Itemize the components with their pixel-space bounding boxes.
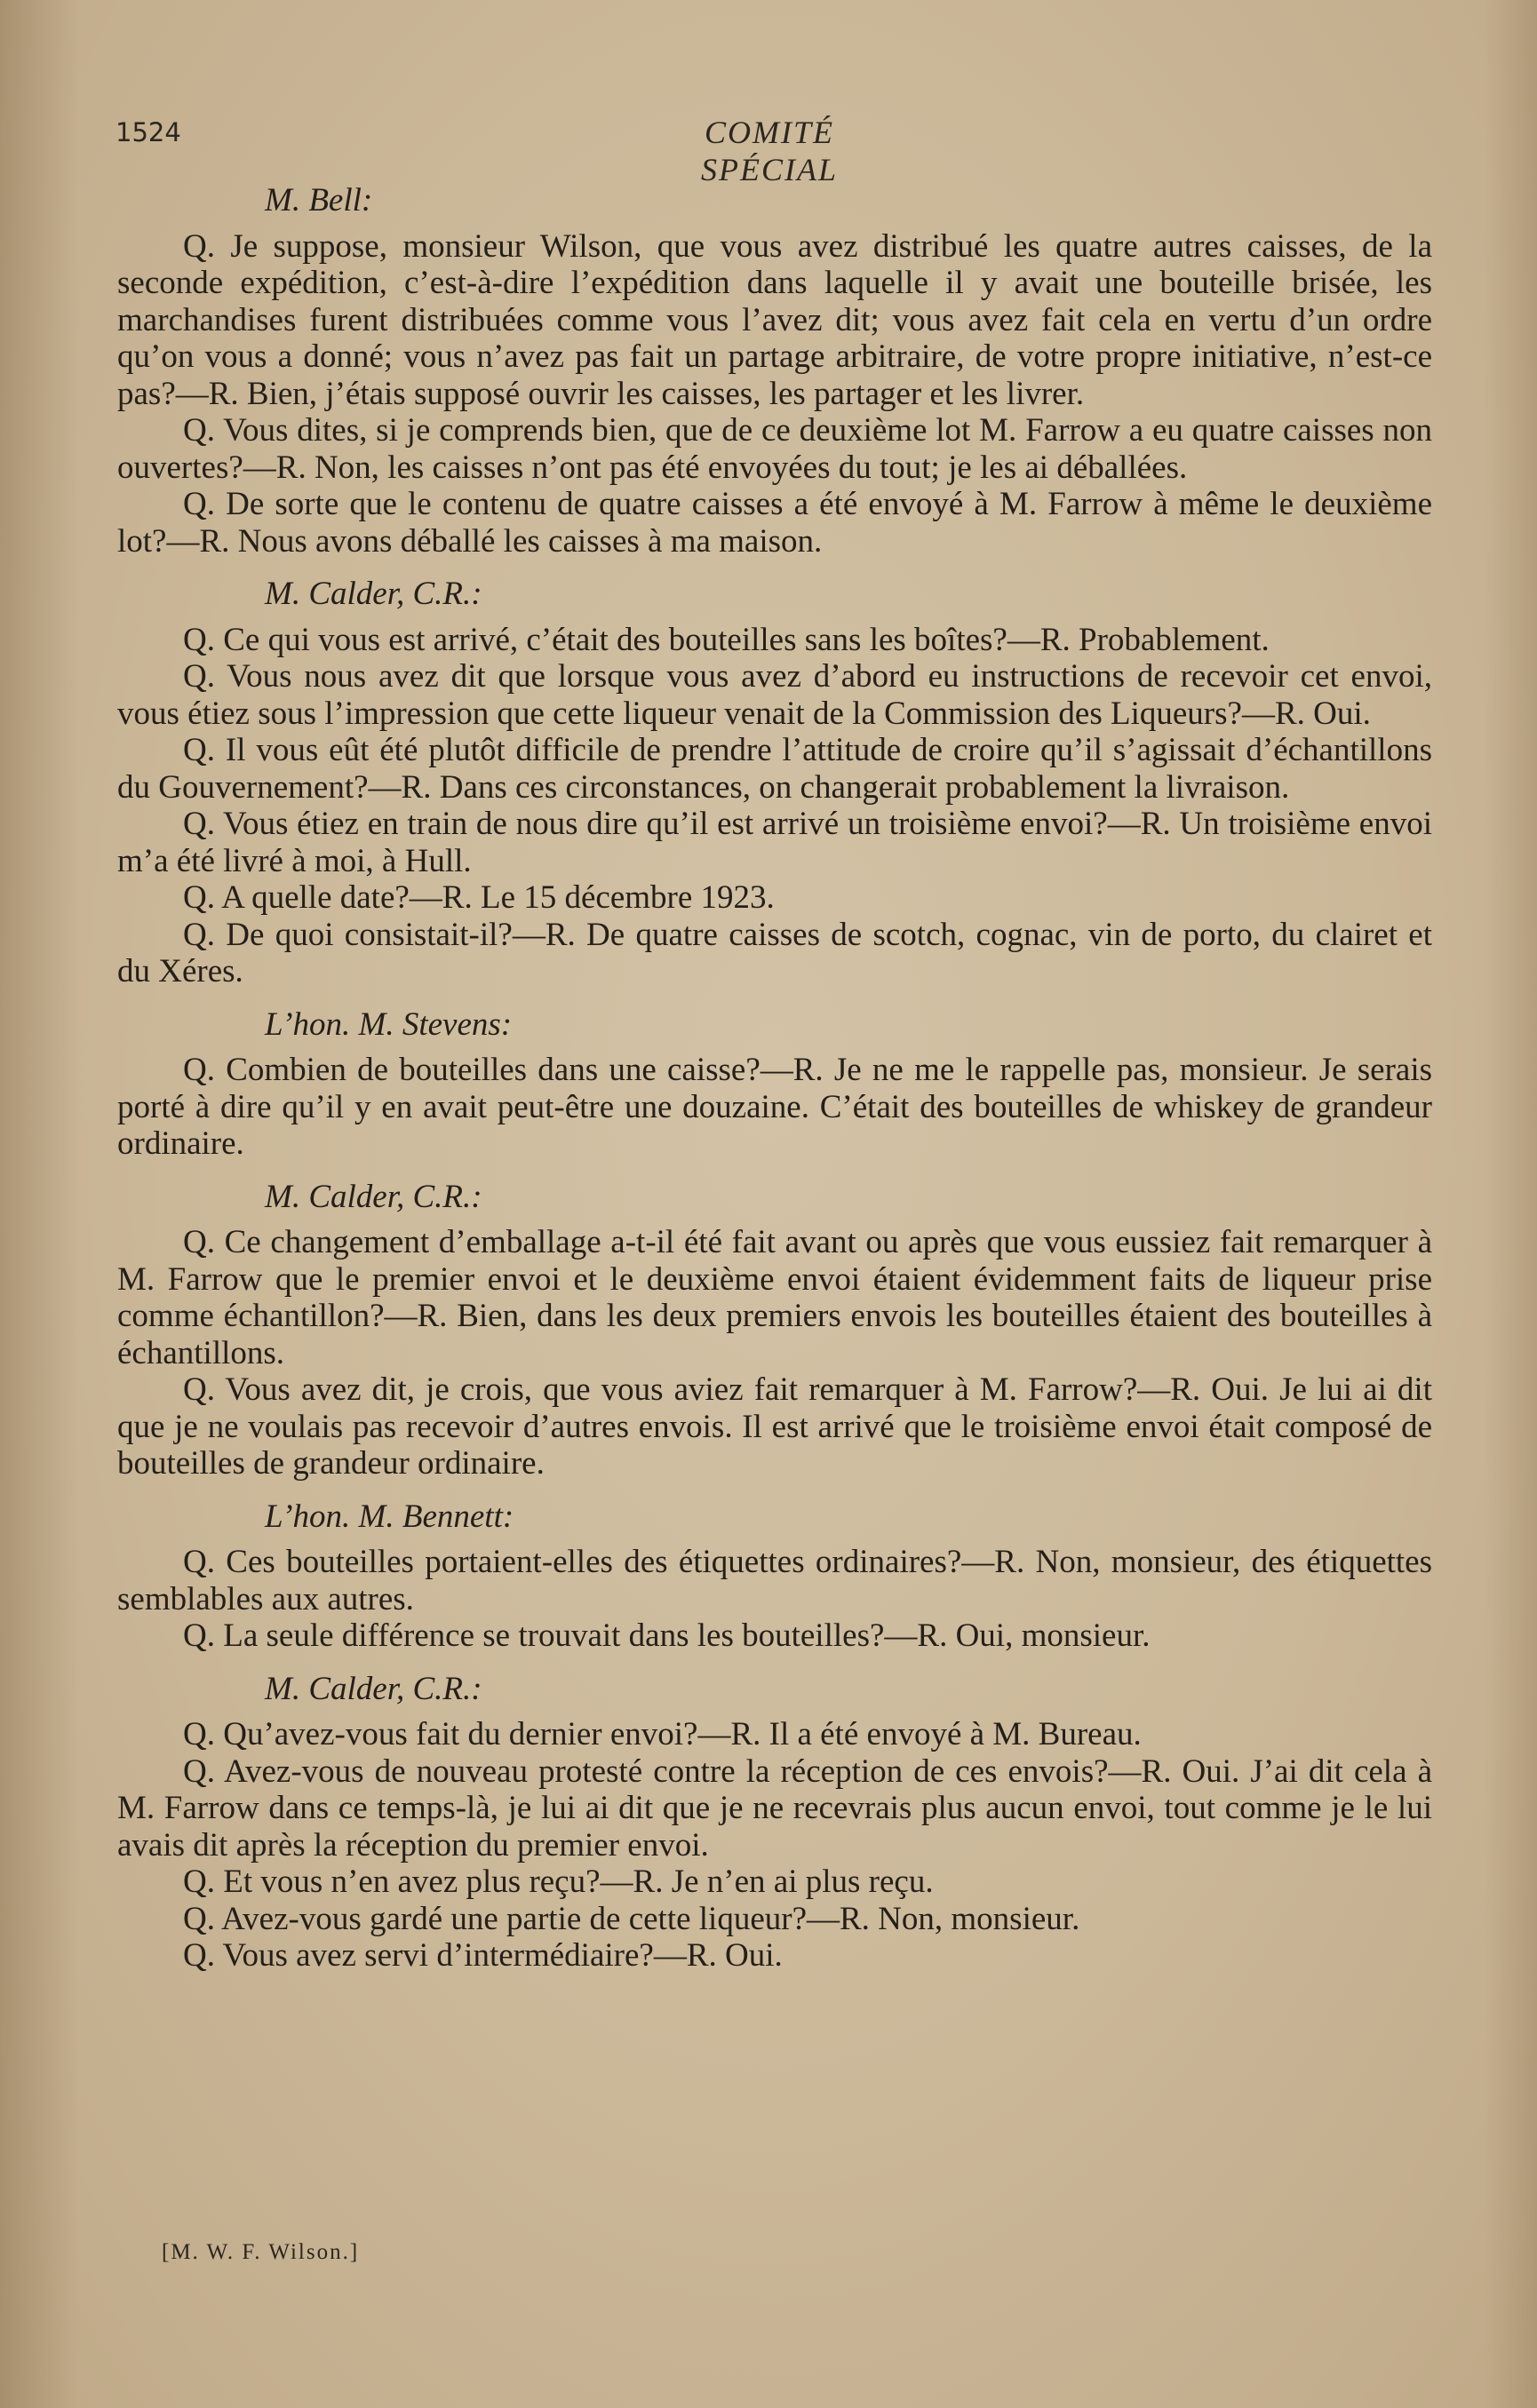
page-edge-shadow-left xyxy=(0,0,80,2408)
testimony-paragraph: Q. Combien de bouteilles dans une caisse?—R. Je ne me le rappelle pas, monsieur. Je serais porté à dire qu’il y en avait peut-être une douzaine. C’était des bouteilles de whiskey de grandeur ordinaire. xyxy=(117,1052,1432,1162)
section-stevens xyxy=(117,1006,1432,1163)
testimony-paragraph: Q. Ce qui vous est arrivé, c’était des bouteilles sans les boîtes?—R. Probablement. xyxy=(183,621,1270,658)
testimony-paragraph: Q. Qu’avez-vous fait du dernier envoi?—R. Il a été envoyé à M. Bureau. xyxy=(183,1716,1142,1752)
testimony-paragraph: Q. Vous avez dit, je crois, que vous aviez fait remarquer à M. Farrow?—R. Oui. Je lui ai dit que je ne voulais pas recevoir d’autres envois. Il est arrivé que le troisième envoi était composé de bouteilles de grandeur ordinaire. xyxy=(117,1371,1432,1482)
running-title: COMITÉ SPÉCIAL xyxy=(701,115,838,187)
section-bell xyxy=(117,182,1432,560)
page-edge-shadow-right xyxy=(1484,0,1537,2408)
section-calder-3 xyxy=(117,1671,1432,1975)
testimony-paragraph: Q. De quoi consistait-il?—R. De quatre caisses de scotch, cognac, vin de porto, du clairet et du Xéres. xyxy=(117,916,1432,989)
section-bennett xyxy=(117,1498,1432,1655)
page-header xyxy=(115,114,1430,187)
testimony-paragraph: Q. Je suppose, monsieur Wilson, que vous avez distribué les quatre autres caisses, de la seconde expédition, c’est-à-dire l’expédition dans laquelle il y avait une bouteille brisée, les marchandises furent distribuées comme vous l’avez dit; vous avez fait cela en vertu d’un ordre qu’on vous a donné; vous n’avez pas fait un partage arbitraire, de votre propre initiative, n’est-ce pas?—R. Bien, j’étais supposé ouvrir les caisses, les partager et les livrer. xyxy=(117,227,1432,412)
testimony-paragraph: Q. Avez-vous de nouveau protesté contre la réception de ces envois?—R. Oui. J’ai dit cela à M. Farrow dans ce temps-là, je lui ai dit que je ne recevrais plus aucun envoi, tout comme je le lui avais dit après la réception du premier envoi. xyxy=(117,1752,1432,1864)
testimony-paragraph: Q. La seule différence se trouvait dans les bouteilles?—R. Oui, monsieur. xyxy=(183,1617,1151,1654)
testimony-paragraph: Q. De sorte que le contenu de quatre caisses a été envoyé à M. Farrow à même le deuxième lot?—R. Nous avons déballé les caisses à ma maison. xyxy=(117,486,1432,560)
testimony-paragraph: Q. Vous étiez en train de nous dire qu’il est arrivé un troisième envoi?—R. Un troisième envoi m’a été livré à moi, à Hull. xyxy=(117,806,1432,879)
testimony-paragraph: Q. Il vous eût été plutôt difficile de prendre l’attitude de croire qu’il s’agissait d’échantillons du Gouvernement?—R. Dans ces circonstances, on changerait probablement la livraison. xyxy=(117,732,1432,806)
section-calder-2 xyxy=(117,1179,1432,1482)
speaker-label: M. Calder, C.R.: xyxy=(265,1178,482,1215)
section-calder-1 xyxy=(117,576,1432,990)
testimony-paragraph: Q. Vous avez servi d’intermédiaire?—R. Oui. xyxy=(183,1937,783,1974)
testimony-paragraph: Q. Avez-vous gardé une partie de cette liqueur?—R. Non, monsieur. xyxy=(183,1900,1080,1937)
speaker-label: M. Calder, C.R.: xyxy=(265,1670,482,1707)
testimony-paragraph: Q. Et vous n’en avez plus reçu?—R. Je n’en ai plus reçu. xyxy=(183,1864,934,1900)
testimony-paragraph: Q. Ces bouteilles portaient-elles des étiquettes ordinaires?—R. Non, monsieur, des étiquettes semblables aux autres. xyxy=(117,1544,1432,1617)
testimony-paragraph: Q. Ce changement d’emballage a-t-il été fait avant ou après que vous eussiez fait remarquer à M. Farrow que le premier envoi et le deuxième envoi étaient évidemment faits de liqueur prise comme échantillon?—R. Bien, dans les deux premiers envois les bouteilles étaient des bouteilles à échantillons. xyxy=(117,1224,1432,1371)
speaker-label: M. Bell: xyxy=(265,182,373,219)
speaker-label: L’hon. M. Bennett: xyxy=(265,1498,514,1535)
page-number: 1524 xyxy=(115,117,181,147)
testimony-paragraph: Q. Vous dites, si je comprends bien, que de ce deuxième lot M. Farrow a eu quatre caisses non ouvertes?—R. Non, les caisses n’ont pas été envoyées du tout; je les ai déballées. xyxy=(117,412,1432,486)
witness-footnote: [M. W. F. Wilson.] xyxy=(162,2240,360,2264)
speaker-label: M. Calder, C.R.: xyxy=(265,576,482,612)
speaker-label: L’hon. M. Stevens: xyxy=(265,1005,513,1043)
testimony-paragraph: Q. Vous nous avez dit que lorsque vous avez d’abord eu instructions de recevoir cet envoi, vous étiez sous l’impression que cette liqueur venait de la Commission des Liqueurs?—R. Oui. xyxy=(117,658,1432,732)
testimony-paragraph: Q. A quelle date?—R. Le 15 décembre 1923. xyxy=(183,879,775,916)
transcript-body xyxy=(117,182,1432,1991)
